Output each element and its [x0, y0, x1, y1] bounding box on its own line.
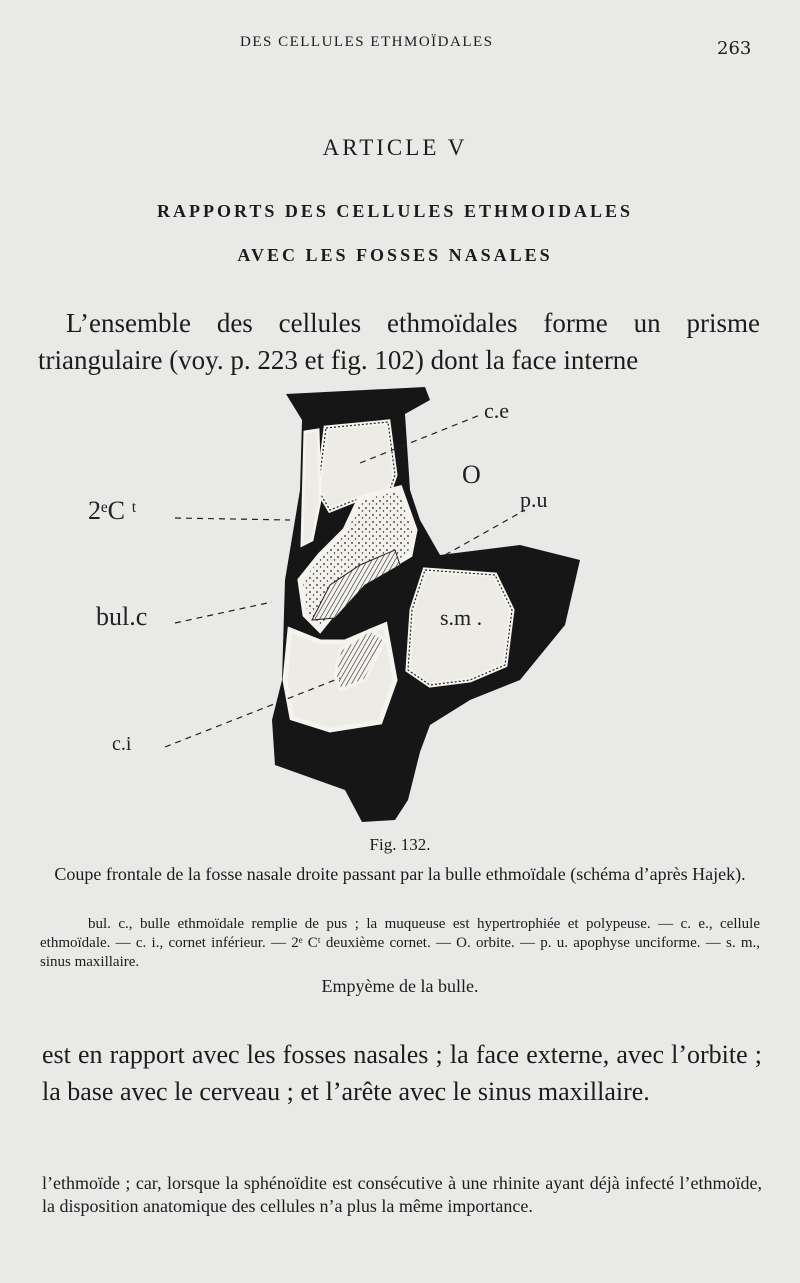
section-title-line-1: RAPPORTS DES CELLULES ETHMOIDALES	[157, 201, 633, 221]
figure-number: Fig. 132.	[369, 835, 431, 854]
paragraph-top: L’ensemble des cellules ethmoïdales forme un prisme triangulaire (voy. p. 223 et fig. 102) dont la face interne	[38, 308, 760, 375]
label-bulc: bul.c	[96, 602, 148, 631]
article-title: ARTICLE V	[322, 135, 468, 160]
section-title-line-2: AVEC LES FOSSES NASALES	[237, 245, 553, 265]
label-sm: s.m .	[440, 605, 483, 630]
label-ce: c.e	[484, 398, 510, 423]
label-pu: p.u	[520, 487, 548, 512]
running-head: DES CELLULES ETHMOÏDALES	[240, 34, 494, 50]
page-number: 263	[717, 38, 752, 59]
label-ci: c.i	[112, 733, 132, 755]
figure-legend: bul. c., bulle ethmoïdale remplie de pus ; la muqueuse est hypertrophiée et polypeuse. — c. e., cellule ethmoïdale. — c. i., cornet inférieur. — 2ᵉ Cᵗ deuxième cornet. — O. orbite. — p. u. apophyse unciforme. — s. m., sinus maxillaire.	[40, 916, 760, 970]
label-orbit: O	[462, 460, 481, 489]
leader-bulc	[175, 602, 272, 623]
footnote: l’ethmoïde ; car, lorsque la sphénoïdite est consécutive à une rhinite ayant déjà infecté l’ethmoïde, la disposition anatomique des cellules n’a plus la même importance.	[42, 1173, 762, 1216]
figure-legend-title: Empyème de la bulle.	[321, 976, 479, 996]
paragraph-bottom: est en rapport avec les fosses nasales ; la face externe, avec l’orbite ; la base avec le cerveau ; et l’arête avec le sinus maxillaire.	[42, 1040, 762, 1106]
figure-caption: Coupe frontale de la fosse nasale droite passant par la bulle ethmoïdale (schéma d’après Hajek).	[54, 864, 746, 884]
label-ct2: 2ᵉC ᵗ	[88, 496, 137, 525]
leader-ct2	[175, 518, 290, 520]
figure-132	[0, 380, 800, 830]
